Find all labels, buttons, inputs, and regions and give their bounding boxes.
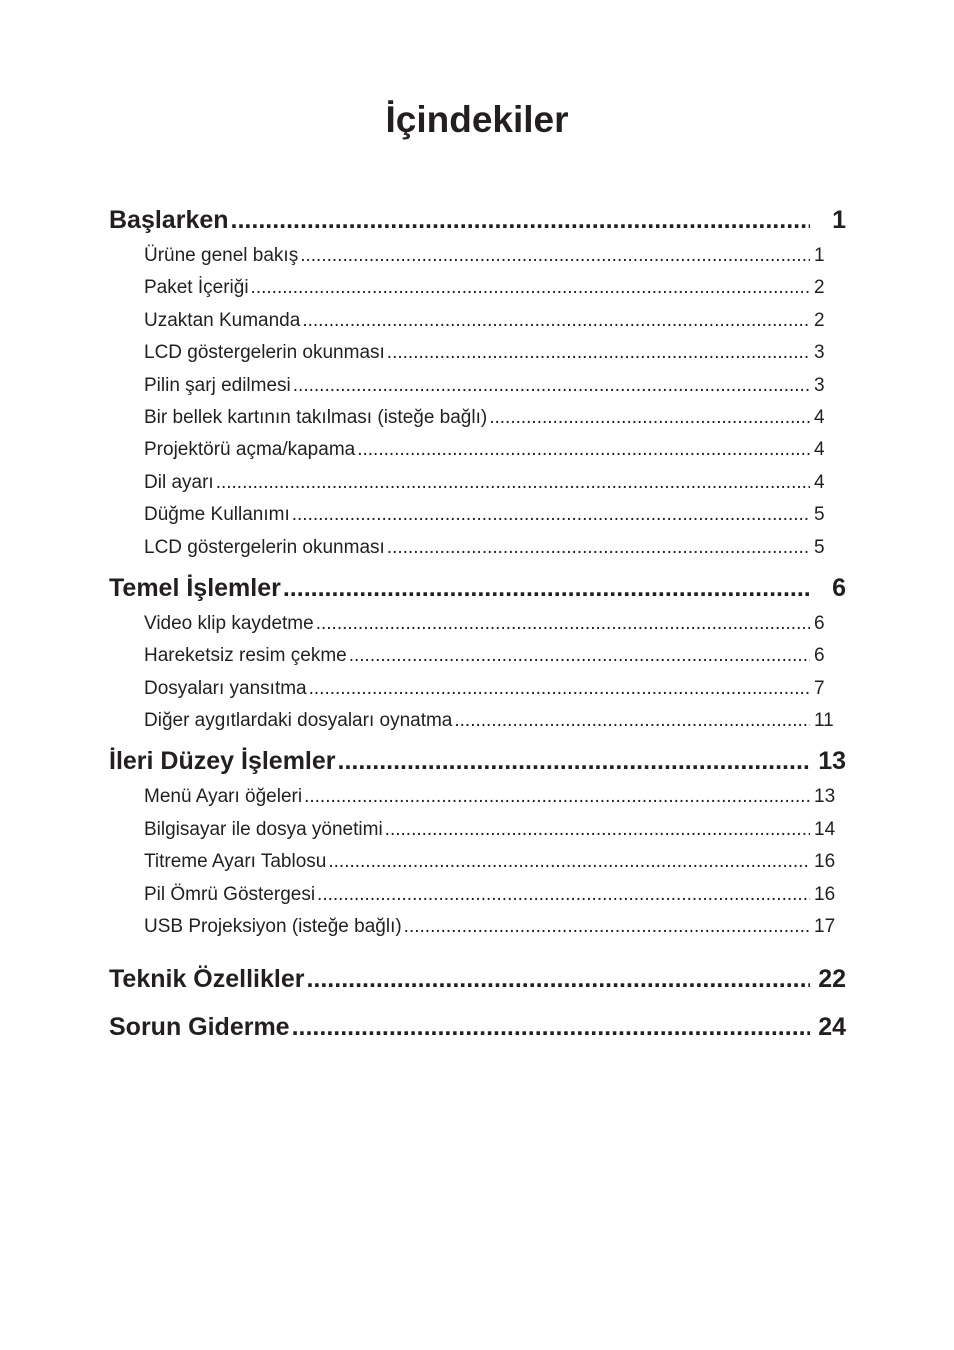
dot-leader xyxy=(387,337,810,369)
entry-title: Menü Ayarı öğeleri xyxy=(144,786,303,808)
toc-entry[interactable] xyxy=(144,673,846,705)
section-title: Temel İşlemler xyxy=(109,573,281,602)
toc-entry[interactable] xyxy=(144,640,846,672)
toc-entry[interactable] xyxy=(144,434,846,466)
toc-entry[interactable] xyxy=(144,240,846,272)
entry-title: Pil Ömrü Göstergesi xyxy=(144,883,316,905)
toc-entry[interactable] xyxy=(144,272,846,304)
entry-title: LCD göstergelerin okunması xyxy=(144,342,385,364)
entry-page-number: 4 xyxy=(814,471,825,493)
section-page-number: 24 xyxy=(818,1013,846,1042)
dot-leader xyxy=(309,673,810,705)
dot-leader xyxy=(357,434,810,466)
entry-page-number: 6 xyxy=(814,645,825,667)
section-page-number: 22 xyxy=(818,965,846,994)
toc-entry[interactable] xyxy=(144,370,846,402)
entry-title: Titreme Ayarı Tablosu xyxy=(144,851,327,873)
toc-entry[interactable] xyxy=(144,337,846,369)
entry-page-number: 1 xyxy=(814,245,825,266)
toc-entry[interactable] xyxy=(144,814,846,846)
section-page-number: 1 xyxy=(832,206,846,234)
section-spacer xyxy=(109,947,846,959)
toc-section-heading[interactable] xyxy=(109,741,846,781)
entry-page-number: 4 xyxy=(814,439,825,461)
dot-leader xyxy=(328,846,810,878)
dot-leader xyxy=(302,305,810,337)
toc-section-heading[interactable] xyxy=(109,568,846,608)
dot-leader xyxy=(231,200,810,240)
entry-title: Paket İçeriği xyxy=(144,277,249,299)
toc-entry[interactable] xyxy=(144,911,846,943)
dot-leader xyxy=(489,402,810,434)
dot-leader xyxy=(216,467,810,499)
entry-page-number: 17 xyxy=(814,916,836,938)
entry-title: Dil ayarı xyxy=(144,471,214,493)
entry-page-number: 11 xyxy=(814,710,834,732)
toc-entry[interactable] xyxy=(144,499,846,531)
section-page-number: 13 xyxy=(818,747,846,776)
toc-entry[interactable] xyxy=(144,846,846,878)
entry-page-number: 14 xyxy=(814,818,836,840)
toc-entry[interactable] xyxy=(144,608,846,640)
toc-entry[interactable] xyxy=(144,532,846,564)
entry-page-number: 3 xyxy=(814,374,825,396)
entry-page-number: 4 xyxy=(814,406,825,428)
entry-title: Ürüne genel bakış xyxy=(144,245,299,266)
entry-page-number: 3 xyxy=(814,342,825,364)
dot-leader xyxy=(338,741,810,781)
entry-title: Hareketsiz resim çekme xyxy=(144,645,347,667)
section-title: İleri Düzey İşlemler xyxy=(109,747,336,776)
dot-leader xyxy=(317,879,810,911)
toc-section xyxy=(109,568,846,738)
toc-section xyxy=(109,200,846,564)
entry-title: Bilgisayar ile dosya yönetimi xyxy=(144,818,383,840)
entry-title: LCD göstergelerin okunması xyxy=(144,536,385,558)
dot-leader xyxy=(300,240,810,272)
toc-section xyxy=(109,741,846,943)
toc-entry[interactable] xyxy=(144,402,846,434)
entry-title: Video klip kaydetme xyxy=(144,612,314,634)
toc-section-heading[interactable] xyxy=(109,1007,846,1047)
entry-title: Bir bellek kartının takılması (isteğe bağlı) xyxy=(144,406,488,428)
entry-title: Dosyaları yansıtma xyxy=(144,677,307,699)
toc-entry[interactable] xyxy=(144,305,846,337)
toc-entry[interactable] xyxy=(144,467,846,499)
entry-page-number: 16 xyxy=(814,883,836,905)
entry-title: Projektörü açma/kapama xyxy=(144,439,356,461)
dot-leader xyxy=(292,1007,810,1047)
toc-entry[interactable] xyxy=(144,781,846,813)
section-title: Teknik Özellikler xyxy=(109,965,305,994)
toc-section-heading[interactable] xyxy=(109,200,846,240)
dot-leader xyxy=(404,911,810,943)
dot-leader xyxy=(316,608,810,640)
entry-page-number: 13 xyxy=(814,786,836,808)
dot-leader xyxy=(304,781,810,813)
table-of-contents xyxy=(109,200,846,1051)
section-page-number: 6 xyxy=(832,573,846,602)
entry-title: Pilin şarj edilmesi xyxy=(144,374,291,396)
entry-page-number: 16 xyxy=(814,851,836,873)
dot-leader xyxy=(385,814,810,846)
entry-page-number: 5 xyxy=(814,504,825,526)
toc-section xyxy=(109,1007,846,1047)
entry-title: Düğme Kullanımı xyxy=(144,504,290,526)
entry-page-number: 2 xyxy=(814,277,825,299)
toc-entry[interactable] xyxy=(144,879,846,911)
entry-page-number: 2 xyxy=(814,309,825,331)
toc-section-heading[interactable] xyxy=(109,959,846,999)
dot-leader xyxy=(387,532,810,564)
entry-page-number: 7 xyxy=(814,677,825,699)
entry-title: USB Projeksiyon (isteğe bağlı) xyxy=(144,916,402,938)
dot-leader xyxy=(293,370,810,402)
dot-leader xyxy=(306,959,810,999)
entry-title: Uzaktan Kumanda xyxy=(144,309,301,331)
dot-leader xyxy=(349,640,810,672)
entry-page-number: 6 xyxy=(814,612,825,634)
dot-leader xyxy=(292,499,810,531)
dot-leader xyxy=(251,272,810,304)
toc-section xyxy=(109,959,846,999)
dot-leader xyxy=(454,705,810,737)
toc-entry[interactable] xyxy=(144,705,846,737)
entry-title: Diğer aygıtlardaki dosyaları oynatma xyxy=(144,710,453,732)
page-title: İçindekiler xyxy=(385,99,569,140)
section-title: Sorun Giderme xyxy=(109,1013,290,1042)
section-title: Başlarken xyxy=(109,206,229,234)
dot-leader xyxy=(283,568,810,608)
entry-page-number: 5 xyxy=(814,536,825,558)
